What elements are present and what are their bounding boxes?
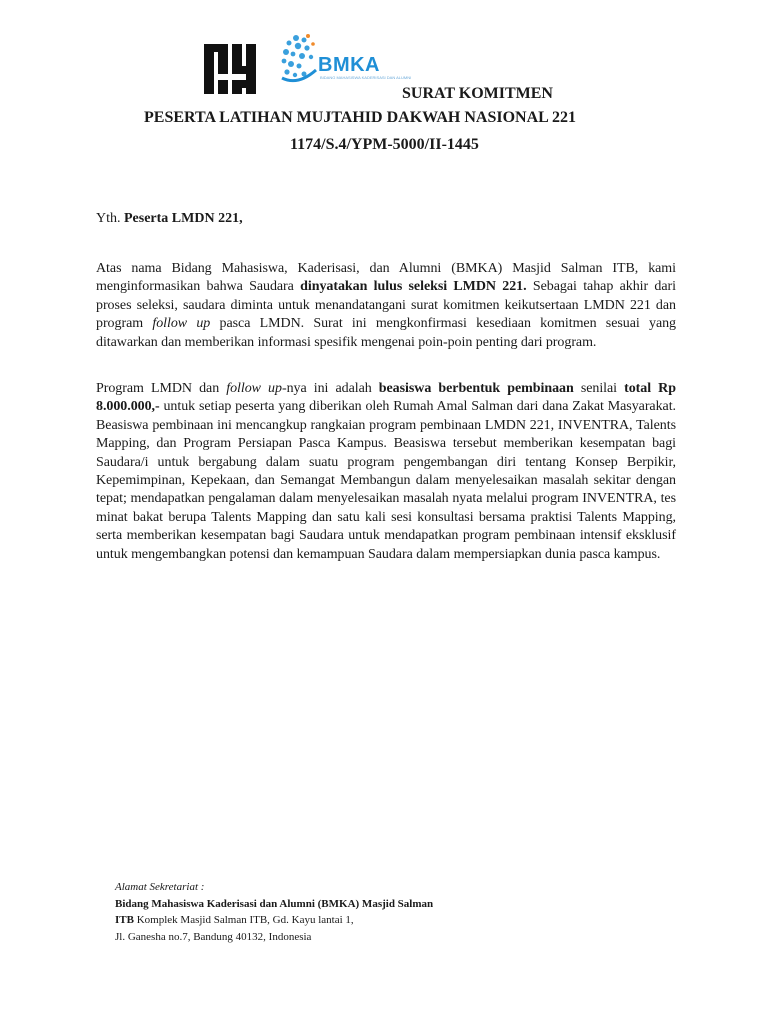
letter-title: SURAT KOMITMEN	[402, 85, 553, 102]
paragraph-2	[96, 380, 676, 564]
p1-text-2: Sebagai tahap akhir dari proses seleksi, saudara diminta untuk menandatangani surat komitmen keikutsertaan LMDN 221 dan program	[96, 279, 676, 332]
p1-text-3: pasca LMDN. Surat ini mengkonfirmasi kesediaan komitmen sesuai yang ditawarkan dan memberikan informasi spesifik mengenai poin-poin penting dari program.	[96, 316, 677, 350]
p1-italic-1: follow up	[152, 316, 211, 332]
bmka-globe-icon	[278, 30, 318, 86]
footer-address	[115, 879, 433, 945]
p1-text-1: Atas nama Bidang Mahasiswa, Kaderisasi, dan Alumni (BMKA) Masjid Salman ITB, kami menginformasikan bahwa Saudara	[96, 261, 676, 295]
greeting-recipient: Peserta LMDN 221,	[124, 211, 243, 226]
p2-text-1: Program LMDN dan	[96, 381, 227, 396]
letter-subtitle: PESERTA LATIHAN MUJTAHID DAKWAH NASIONAL 221	[144, 109, 576, 126]
letter-number: 1174/S.4/YPM-5000/II-1445	[290, 136, 479, 153]
bmka-logo	[278, 30, 412, 86]
p2-italic-1: follow up	[226, 381, 282, 396]
p2-bold-1: beasiswa berbentuk pembinaan	[378, 381, 574, 396]
footer-itb: ITB	[115, 914, 134, 926]
footer-label: Alamat Sekretariat :	[115, 881, 205, 893]
p2-text-4: untuk setiap peserta yang diberikan oleh Rumah Amal Salman dari dana Zakat Masyarakat. Beasiswa pembinaan ini mencangkup rangkaian program pembinaan LMDN 221, INVENTRA, Talents Mapping, dan Program Persiapan Pasca Kampus. Beasiswa tersebut memberikan kesempatan bagi Saudara/i untuk bergabung dalam suatu program pengembangan diri tentang Konsep Berpikir, Kepemimpinan, Kepekaan, dan Semangat Membangun dalam menyelesaikan masalah sekitar dengan tepat; mendapatkan pengalaman dalam menyelesaikan masalah nyata melalui program INVENTRA, tes minat bakat berupa Talents Mapping dan satu kali sesi konsultasi bersama praktisi Talents Mapping, serta memberikan kesempatan bagi Saudara untuk mendapatkan program pembinaan intensif eksklusif untuk mengembangkan potensi dan kemampuan Saudara dalam mempersiapkan dunia pasca kampus.	[96, 399, 676, 562]
p2-text-3: senilai	[573, 381, 625, 396]
p1-bold-1: dinyatakan lulus seleksi LMDN 221.	[300, 279, 527, 295]
bmka-logo-text: BMKA	[318, 54, 380, 76]
greeting-prefix: Yth.	[96, 211, 124, 226]
bmka-logo-tagline: BIDANG MAHASISWA KADERISASI DAN ALUMNI	[320, 75, 412, 80]
footer-address-2: Jl. Ganesha no.7, Bandung 40132, Indonesia	[115, 930, 312, 943]
footer-address-1: Komplek Masjid Salman ITB, Gd. Kayu lantai 1,	[133, 914, 354, 926]
salman-logo-icon	[204, 44, 256, 94]
p2-text-2: -nya ini adalah	[281, 381, 379, 396]
greeting	[96, 211, 243, 227]
p2-bold-2: total Rp 8.000.000,-	[96, 381, 676, 415]
footer-org-line: Bidang Mahasiswa Kaderisasi dan Alumni (BMKA) Masjid Salman	[115, 897, 434, 910]
paragraph-1	[96, 260, 676, 352]
